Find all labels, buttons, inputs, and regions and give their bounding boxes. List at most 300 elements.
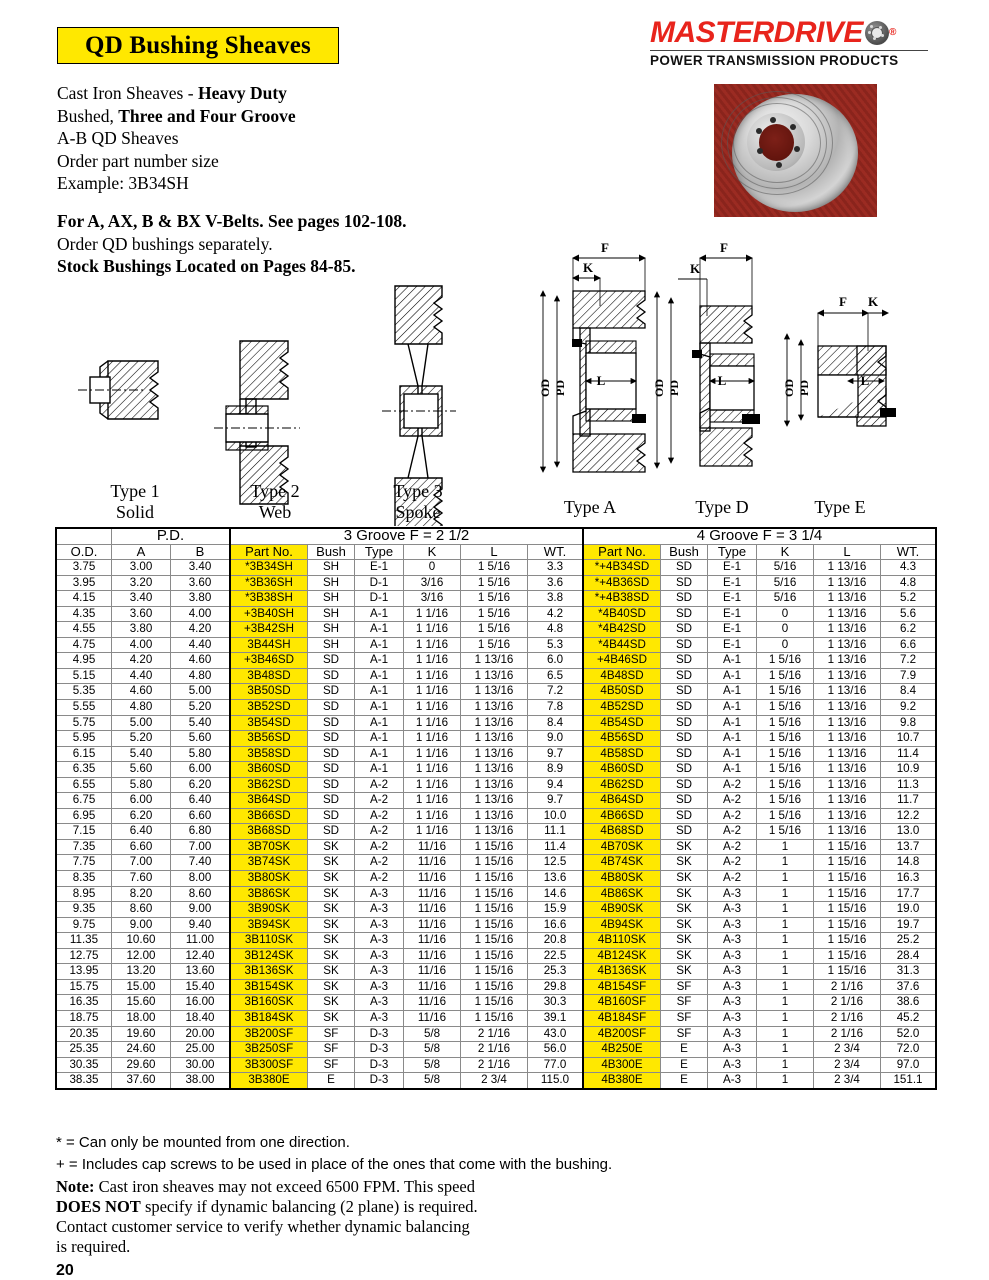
- table-column-header-row: [56, 544, 936, 560]
- cell-bush: SD: [661, 808, 708, 824]
- cell-a: 3.60: [112, 606, 171, 622]
- cell-wt: 151.1: [881, 1073, 937, 1089]
- cell-a: 37.60: [112, 1073, 171, 1089]
- cell-wt: 4.8: [881, 575, 937, 591]
- cell-bush: SF: [661, 1010, 708, 1026]
- cell-l: 2 3/4: [814, 1073, 881, 1089]
- cell-type: A-2: [708, 793, 757, 809]
- cell-wt: 8.9: [528, 762, 584, 778]
- cell-type: A-3: [355, 995, 404, 1011]
- cell-wt: 37.6: [881, 979, 937, 995]
- cell-a: 4.60: [112, 684, 171, 700]
- cell-bush: SH: [308, 575, 355, 591]
- cell-k: 5/16: [757, 575, 814, 591]
- intro-line-4: Order part number size: [57, 150, 219, 171]
- dim-label-K: K: [582, 260, 594, 275]
- cell-b: 6.20: [171, 777, 231, 793]
- cell-b: 5.40: [171, 715, 231, 731]
- cell-wt: 6.2: [881, 622, 937, 638]
- cell-k: 1 1/16: [404, 808, 461, 824]
- cell-bush: SF: [661, 979, 708, 995]
- table-row: [56, 1026, 936, 1042]
- cell-k: 1 1/16: [404, 746, 461, 762]
- cell-bush: SD: [661, 637, 708, 653]
- cell-b: 3.40: [171, 560, 231, 576]
- cell-l: 1 13/16: [461, 715, 528, 731]
- cell-k: 1 1/16: [404, 668, 461, 684]
- table-row: [56, 668, 936, 684]
- table-row: [56, 1057, 936, 1073]
- caption-type-e: Type E: [814, 497, 866, 517]
- cell-part-no: 4B66SD: [583, 808, 661, 824]
- cell-wt: 31.3: [881, 964, 937, 980]
- cell-type: A-3: [708, 964, 757, 980]
- cell-wt: 6.6: [881, 637, 937, 653]
- cell-part-no: 4B136SK: [583, 964, 661, 980]
- col-header-partno-3: Part No.: [230, 544, 308, 560]
- cell-l: 1 13/16: [814, 762, 881, 778]
- cell-bush: SD: [661, 700, 708, 716]
- cell-k: 1: [757, 917, 814, 933]
- cell-l: 1 13/16: [814, 700, 881, 716]
- cell-part-no: 3B90SK: [230, 902, 308, 918]
- cell-o-d: 8.35: [56, 871, 112, 887]
- col-header-partno-4: Part No.: [583, 544, 661, 560]
- cell-type: A-3: [708, 1010, 757, 1026]
- cell-l: 1 15/16: [461, 855, 528, 871]
- cell-type: A-1: [355, 668, 404, 684]
- cell-type: D-3: [355, 1026, 404, 1042]
- cell-b: 4.60: [171, 653, 231, 669]
- cell-k: 1 1/16: [404, 606, 461, 622]
- intro-line-5: Example: 3B34SH: [57, 173, 189, 194]
- bolt-hole-icon: [757, 148, 763, 154]
- dim-label-K: K: [867, 294, 879, 309]
- cell-l: 1 15/16: [814, 964, 881, 980]
- table-row: [56, 731, 936, 747]
- cell-b: 6.00: [171, 762, 231, 778]
- cell-l: 1 13/16: [814, 622, 881, 638]
- cell-part-no: 3B52SD: [230, 700, 308, 716]
- cell-l: 1 13/16: [461, 777, 528, 793]
- cell-bush: SD: [308, 731, 355, 747]
- cell-o-d: 4.95: [56, 653, 112, 669]
- table-row: [56, 560, 936, 576]
- cell-bush: SK: [661, 839, 708, 855]
- cell-k: 11/16: [404, 839, 461, 855]
- cell-wt: 28.4: [881, 948, 937, 964]
- cell-bush: SD: [661, 731, 708, 747]
- cell-bush: SD: [661, 762, 708, 778]
- cell-o-d: 16.35: [56, 995, 112, 1011]
- cell-part-no: 3B66SD: [230, 808, 308, 824]
- table-row: [56, 902, 936, 918]
- cell-part-no: 3B50SD: [230, 684, 308, 700]
- dim-label-OD: OD: [538, 379, 552, 397]
- col-header-l-4: L: [814, 544, 881, 560]
- cell-bush: SD: [661, 777, 708, 793]
- cell-k: 5/8: [404, 1042, 461, 1058]
- cell-l: 1 5/16: [461, 575, 528, 591]
- cell-wt: 39.1: [528, 1010, 584, 1026]
- cell-part-no: 3B74SK: [230, 855, 308, 871]
- cell-type: A-1: [708, 762, 757, 778]
- cell-k: 0: [404, 560, 461, 576]
- cell-type: E-1: [708, 591, 757, 607]
- cell-type: E-1: [708, 622, 757, 638]
- cell-bush: SK: [308, 839, 355, 855]
- cell-k: 11/16: [404, 917, 461, 933]
- cell-bush: SK: [308, 1010, 355, 1026]
- cell-bush: SD: [661, 824, 708, 840]
- intro-line-1-normal: Cast Iron Sheaves -: [57, 83, 198, 103]
- cell-b: 30.00: [171, 1057, 231, 1073]
- cell-part-no: 3B250SF: [230, 1042, 308, 1058]
- cell-wt: 14.8: [881, 855, 937, 871]
- cell-l: 1 13/16: [814, 591, 881, 607]
- cell-o-d: 4.15: [56, 591, 112, 607]
- typeD-diagram: [652, 240, 760, 468]
- cell-part-no: 4B250E: [583, 1042, 661, 1058]
- cell-type: A-2: [708, 855, 757, 871]
- cell-part-no: 4B62SD: [583, 777, 661, 793]
- cell-k: 5/16: [757, 591, 814, 607]
- cell-l: 1 13/16: [814, 684, 881, 700]
- cell-part-no: 3B110SK: [230, 933, 308, 949]
- cell-part-no: +4B46SD: [583, 653, 661, 669]
- cell-wt: 25.2: [881, 933, 937, 949]
- cell-l: 1 15/16: [814, 948, 881, 964]
- cell-b: 5.20: [171, 700, 231, 716]
- cell-part-no: 4B54SD: [583, 715, 661, 731]
- cell-o-d: 6.35: [56, 762, 112, 778]
- table-row: [56, 715, 936, 731]
- cell-k: 1 1/16: [404, 731, 461, 747]
- cell-type: A-2: [355, 871, 404, 887]
- cell-k: 1: [757, 995, 814, 1011]
- cell-type: A-3: [708, 917, 757, 933]
- cell-b: 13.60: [171, 964, 231, 980]
- cell-k: 1: [757, 1073, 814, 1089]
- cell-part-no: 3B124SK: [230, 948, 308, 964]
- table-row: [56, 746, 936, 762]
- cell-part-no: +3B40SH: [230, 606, 308, 622]
- cell-bush: SK: [308, 855, 355, 871]
- cell-l: 1 15/16: [814, 933, 881, 949]
- cell-o-d: 13.95: [56, 964, 112, 980]
- cell-b: 6.80: [171, 824, 231, 840]
- cell-bush: SH: [308, 622, 355, 638]
- cell-k: 11/16: [404, 1010, 461, 1026]
- cell-type: A-3: [708, 933, 757, 949]
- cell-k: 1: [757, 871, 814, 887]
- cell-l: 2 3/4: [461, 1073, 528, 1089]
- cell-bush: E: [661, 1073, 708, 1089]
- cell-wt: 15.9: [528, 902, 584, 918]
- cell-type: A-3: [355, 933, 404, 949]
- cell-l: 1 15/16: [461, 871, 528, 887]
- cell-part-no: *4B44SD: [583, 637, 661, 653]
- cell-wt: 3.3: [528, 560, 584, 576]
- cell-b: 16.00: [171, 995, 231, 1011]
- caption-type-2-line2: Web: [258, 502, 292, 522]
- intro-line-1: [57, 82, 296, 105]
- cell-wt: 4.2: [528, 606, 584, 622]
- cell-l: 1 15/16: [461, 995, 528, 1011]
- table-row: [56, 839, 936, 855]
- cell-k: 1: [757, 1010, 814, 1026]
- table-row: [56, 808, 936, 824]
- cell-a: 4.80: [112, 700, 171, 716]
- cell-type: A-3: [355, 917, 404, 933]
- cell-type: A-2: [708, 777, 757, 793]
- cell-l: 1 13/16: [814, 575, 881, 591]
- cell-wt: 11.4: [881, 746, 937, 762]
- cell-bush: SK: [661, 871, 708, 887]
- cell-k: 1: [757, 1057, 814, 1073]
- cell-type: E-1: [708, 575, 757, 591]
- cell-part-no: 3B58SD: [230, 746, 308, 762]
- cell-a: 10.60: [112, 933, 171, 949]
- cell-b: 7.00: [171, 839, 231, 855]
- cell-type: D-1: [355, 591, 404, 607]
- cell-part-no: 3B136SK: [230, 964, 308, 980]
- cell-b: 5.60: [171, 731, 231, 747]
- table-row: [56, 637, 936, 653]
- cell-type: A-1: [355, 762, 404, 778]
- cell-b: 18.40: [171, 1010, 231, 1026]
- table-row: [56, 948, 936, 964]
- page-title-box: [57, 27, 339, 64]
- cell-part-no: 3B44SH: [230, 637, 308, 653]
- cell-wt: 9.7: [528, 746, 584, 762]
- cell-k: 1 1/16: [404, 622, 461, 638]
- cell-type: A-3: [355, 948, 404, 964]
- table-row: [56, 995, 936, 1011]
- cell-k: 0: [757, 637, 814, 653]
- group-header-4groove: 4 Groove F = 3 1/4: [583, 528, 936, 544]
- cell-k: 1: [757, 855, 814, 871]
- cell-b: 4.40: [171, 637, 231, 653]
- group-blank-cell: [56, 528, 112, 544]
- cell-l: 2 1/16: [461, 1042, 528, 1058]
- cell-wt: 16.6: [528, 917, 584, 933]
- cell-wt: 9.7: [528, 793, 584, 809]
- cell-b: 6.40: [171, 793, 231, 809]
- cell-type: A-1: [355, 606, 404, 622]
- cell-a: 18.00: [112, 1010, 171, 1026]
- cell-wt: 5.6: [881, 606, 937, 622]
- cell-o-d: 7.75: [56, 855, 112, 871]
- table-row: [56, 1073, 936, 1089]
- cell-k: 1 1/16: [404, 653, 461, 669]
- cell-type: A-2: [708, 871, 757, 887]
- cell-a: 8.60: [112, 902, 171, 918]
- cell-bush: SD: [661, 606, 708, 622]
- cell-k: 11/16: [404, 933, 461, 949]
- cell-wt: 56.0: [528, 1042, 584, 1058]
- cell-k: 1 5/16: [757, 715, 814, 731]
- cell-part-no: 3B62SD: [230, 777, 308, 793]
- cell-type: A-3: [355, 886, 404, 902]
- cell-a: 8.20: [112, 886, 171, 902]
- cell-type: A-2: [355, 855, 404, 871]
- cell-a: 6.00: [112, 793, 171, 809]
- cell-type: A-3: [708, 902, 757, 918]
- bolt-hole-icon: [756, 128, 762, 134]
- cell-o-d: 6.15: [56, 746, 112, 762]
- cell-wt: 8.4: [881, 684, 937, 700]
- group-header-3groove: 3 Groove F = 2 1/2: [230, 528, 583, 544]
- cell-o-d: 20.35: [56, 1026, 112, 1042]
- cell-bush: SD: [308, 777, 355, 793]
- cell-k: 5/8: [404, 1057, 461, 1073]
- cell-type: A-1: [355, 715, 404, 731]
- cell-wt: 8.4: [528, 715, 584, 731]
- cell-bush: SF: [308, 1026, 355, 1042]
- cell-l: 1 13/16: [814, 560, 881, 576]
- cell-k: 11/16: [404, 855, 461, 871]
- col-header-type-3: Type: [355, 544, 404, 560]
- dim-label-L: L: [717, 373, 727, 388]
- table-row: [56, 871, 936, 887]
- cell-bush: SK: [661, 902, 708, 918]
- cell-k: 1 5/16: [757, 700, 814, 716]
- sheave-product-photo: [714, 84, 877, 217]
- cell-k: 3/16: [404, 591, 461, 607]
- cell-k: 1 5/16: [757, 824, 814, 840]
- cell-type: A-3: [355, 964, 404, 980]
- cell-k: 1: [757, 933, 814, 949]
- cell-type: A-3: [355, 902, 404, 918]
- table-row: [56, 622, 936, 638]
- cell-type: A-1: [355, 684, 404, 700]
- cell-a: 24.60: [112, 1042, 171, 1058]
- cell-wt: 7.8: [528, 700, 584, 716]
- cell-bush: SK: [661, 886, 708, 902]
- cell-a: 3.20: [112, 575, 171, 591]
- table-group-header-row: [56, 528, 936, 544]
- cell-o-d: 12.75: [56, 948, 112, 964]
- cell-part-no: 4B56SD: [583, 731, 661, 747]
- table-row: [56, 793, 936, 809]
- cell-a: 4.00: [112, 637, 171, 653]
- table-row: [56, 777, 936, 793]
- caption-type-2-line1: Type 2: [250, 481, 300, 501]
- cell-wt: 11.7: [881, 793, 937, 809]
- cell-bush: SK: [308, 886, 355, 902]
- cell-bush: SD: [308, 715, 355, 731]
- cell-l: 1 13/16: [814, 668, 881, 684]
- cell-o-d: 7.35: [56, 839, 112, 855]
- cell-a: 3.00: [112, 560, 171, 576]
- cell-bush: SD: [661, 560, 708, 576]
- gear-icon: [865, 21, 889, 45]
- cell-k: 1 5/16: [757, 731, 814, 747]
- cell-wt: 19.0: [881, 902, 937, 918]
- cell-l: 1 15/16: [814, 886, 881, 902]
- cell-bush: SH: [308, 637, 355, 653]
- cell-bush: SD: [308, 653, 355, 669]
- cell-k: 1: [757, 902, 814, 918]
- cell-type: A-2: [355, 793, 404, 809]
- table-row: [56, 606, 936, 622]
- cell-bush: SD: [308, 684, 355, 700]
- cell-wt: 72.0: [881, 1042, 937, 1058]
- cell-k: 1: [757, 886, 814, 902]
- cell-b: 8.00: [171, 871, 231, 887]
- cell-part-no: *3B38SH: [230, 591, 308, 607]
- cell-o-d: 18.75: [56, 1010, 112, 1026]
- table-row: [56, 1042, 936, 1058]
- cell-type: A-3: [708, 995, 757, 1011]
- cell-k: 11/16: [404, 948, 461, 964]
- cell-bush: SD: [661, 653, 708, 669]
- dim-label-L: L: [596, 373, 606, 388]
- cell-bush: SK: [308, 964, 355, 980]
- cell-k: 5/8: [404, 1026, 461, 1042]
- cell-l: 2 1/16: [461, 1057, 528, 1073]
- cell-a: 6.20: [112, 808, 171, 824]
- cell-type: A-3: [708, 1073, 757, 1089]
- cell-o-d: 3.95: [56, 575, 112, 591]
- cell-l: 1 13/16: [814, 793, 881, 809]
- cell-part-no: 3B54SD: [230, 715, 308, 731]
- belt-reference-line: For A, AX, B & BX V-Belts. See pages 102-108.: [57, 211, 407, 231]
- col-header-bush-3: Bush: [308, 544, 355, 560]
- footnote-note-label: Note:: [56, 1177, 95, 1196]
- cell-part-no: 4B86SK: [583, 886, 661, 902]
- cell-part-no: 3B160SK: [230, 995, 308, 1011]
- cell-wt: 10.0: [528, 808, 584, 824]
- cell-part-no: 4B300E: [583, 1057, 661, 1073]
- cell-l: 1 13/16: [461, 653, 528, 669]
- cell-b: 4.20: [171, 622, 231, 638]
- cell-bush: SD: [308, 808, 355, 824]
- cell-part-no: 3B80SK: [230, 871, 308, 887]
- cell-l: 1 15/16: [461, 964, 528, 980]
- cell-k: 5/16: [757, 560, 814, 576]
- cell-wt: 6.0: [528, 653, 584, 669]
- cell-l: 1 15/16: [461, 948, 528, 964]
- bolt-hole-icon: [794, 146, 800, 152]
- cell-part-no: 4B110SK: [583, 933, 661, 949]
- cell-k: 11/16: [404, 979, 461, 995]
- caption-type-3-line1: Type 3: [393, 481, 443, 501]
- cell-b: 3.80: [171, 591, 231, 607]
- cell-part-no: 3B68SD: [230, 824, 308, 840]
- page-number: 20: [56, 1262, 74, 1279]
- cell-o-d: 5.75: [56, 715, 112, 731]
- cell-bush: SD: [308, 762, 355, 778]
- intro-line-1-bold: Heavy Duty: [197, 83, 287, 103]
- cell-wt: 10.9: [881, 762, 937, 778]
- sheave-specs-table: [55, 527, 937, 1090]
- cell-bush: SK: [661, 964, 708, 980]
- cell-wt: 17.7: [881, 886, 937, 902]
- footnote-doesnot: [56, 1197, 478, 1217]
- cell-wt: 11.1: [528, 824, 584, 840]
- cell-l: 1 15/16: [461, 933, 528, 949]
- cell-a: 13.20: [112, 964, 171, 980]
- cell-part-no: 4B90SK: [583, 902, 661, 918]
- cell-part-no: +3B42SH: [230, 622, 308, 638]
- cell-l: 1 13/16: [814, 777, 881, 793]
- cell-type: A-3: [708, 1057, 757, 1073]
- cell-part-no: *3B34SH: [230, 560, 308, 576]
- cell-part-no: 4B160SF: [583, 995, 661, 1011]
- cell-type: D-3: [355, 1057, 404, 1073]
